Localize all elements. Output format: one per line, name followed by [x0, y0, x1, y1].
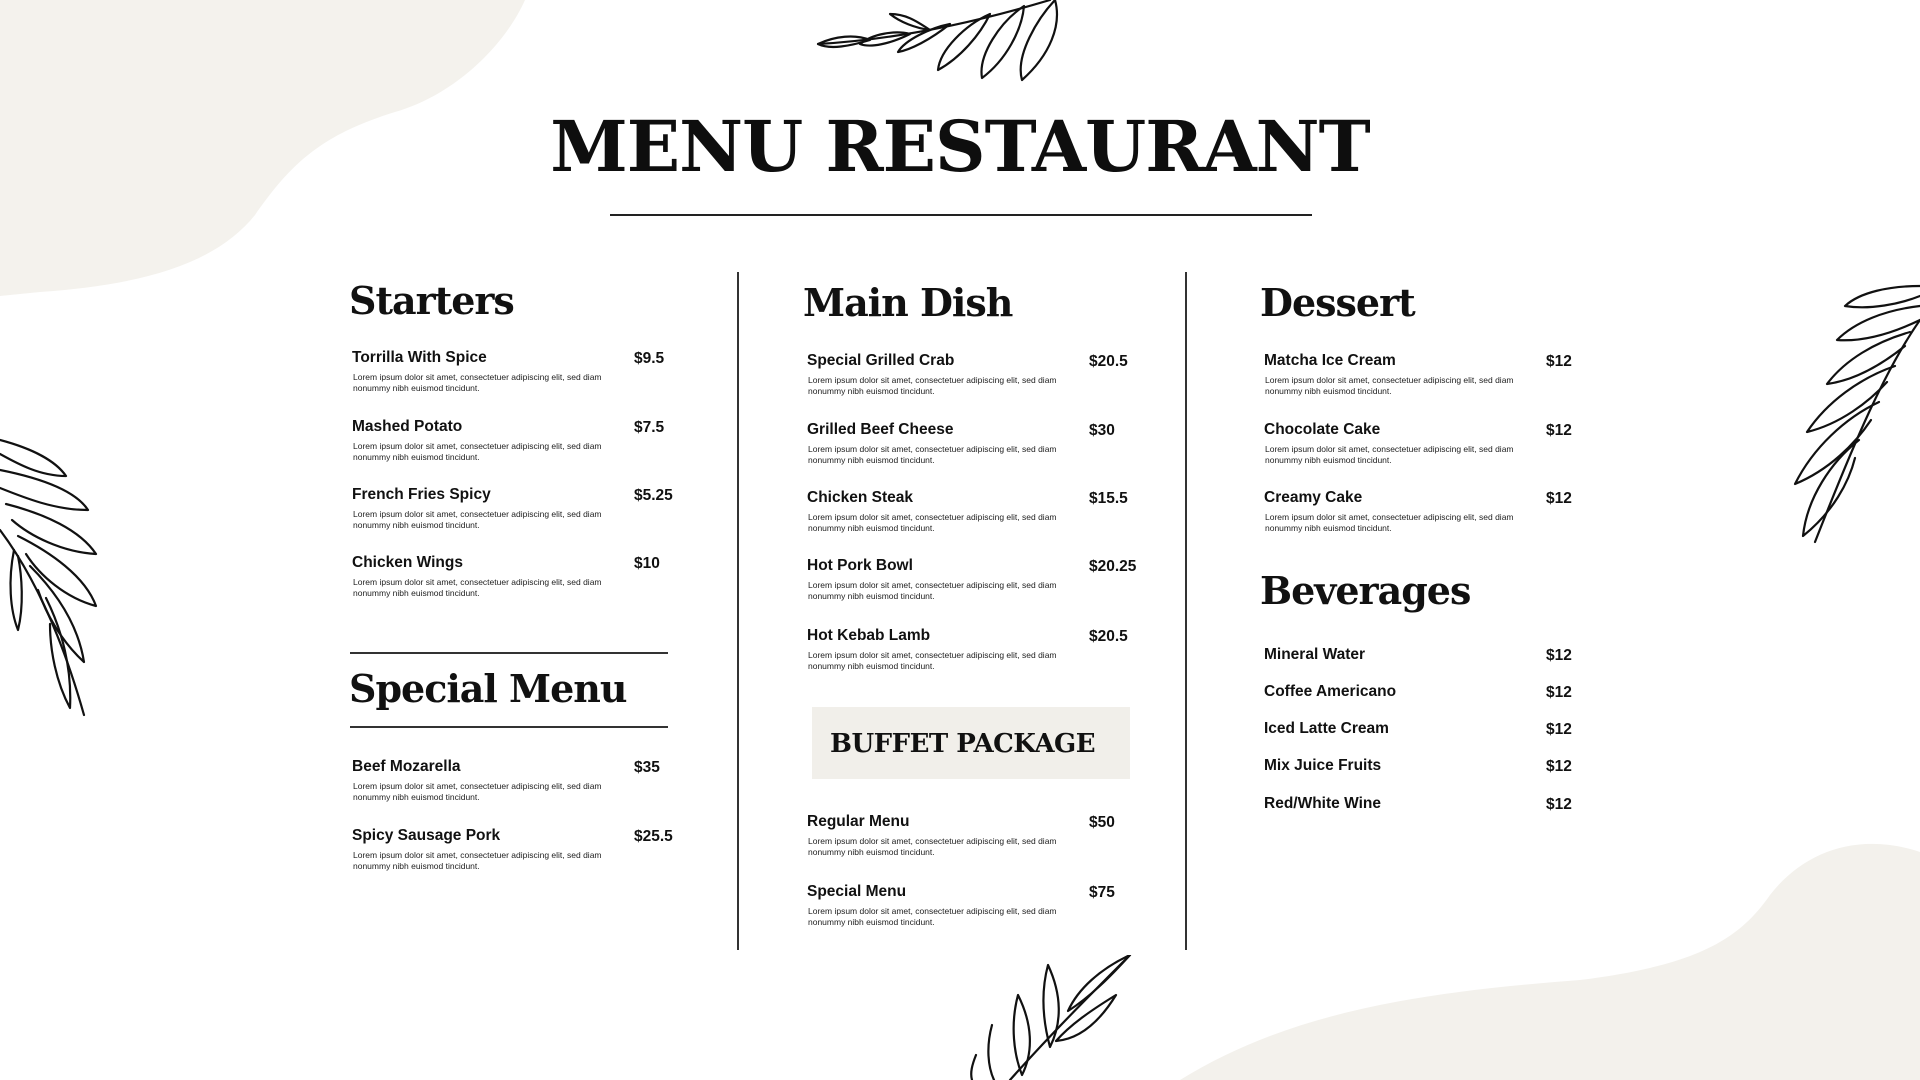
item-price: $12	[1546, 647, 1572, 664]
item-price: $9.5	[634, 350, 665, 367]
item-name: Iced Latte Cream	[1264, 720, 1389, 737]
item-description: Lorem ipsum dolor sit amet, consectetuer adipiscing elit, sed diam nonummy nibh euismod tincidunt.	[808, 512, 1057, 533]
section-title-starters: Starters	[349, 278, 514, 323]
palm-leaf-icon	[810, 0, 1080, 85]
item-price: $30	[1089, 422, 1115, 439]
item-name: Chocolate Cake	[1264, 421, 1381, 438]
item-name: Chicken Wings	[352, 554, 463, 571]
special-menu-rule-bottom	[350, 726, 668, 728]
item-name: Torrilla With Spice	[352, 349, 487, 366]
item-name: Beef Mozarella	[352, 758, 461, 775]
item-name: Coffee Americano	[1264, 683, 1397, 700]
item-description: Lorem ipsum dolor sit amet, consectetuer adipiscing elit, sed diam nonummy nibh euismod tincidunt.	[353, 372, 602, 393]
item-description: Lorem ipsum dolor sit amet, consectetuer adipiscing elit, sed diam nonummy nibh euismod tincidunt.	[808, 375, 1057, 396]
section-title-dessert: Dessert	[1260, 280, 1415, 325]
item-name: Chicken Steak	[807, 489, 913, 506]
item-price: $35	[634, 759, 660, 776]
item-price: $20.25	[1089, 558, 1137, 575]
item-name: Hot Pork Bowl	[807, 557, 913, 574]
item-description: Lorem ipsum dolor sit amet, consectetuer adipiscing elit, sed diam nonummy nibh euismod tincidunt.	[353, 850, 602, 871]
item-name: Spicy Sausage Pork	[352, 827, 501, 844]
item-description: Lorem ipsum dolor sit amet, consectetuer adipiscing elit, sed diam nonummy nibh euismod tincidunt.	[353, 577, 602, 598]
item-description: Lorem ipsum dolor sit amet, consectetuer adipiscing elit, sed diam nonummy nibh euismod tincidunt.	[808, 444, 1057, 465]
column-divider-left	[737, 272, 739, 950]
item-price: $20.5	[1089, 353, 1128, 370]
section-title-beverages: Beverages	[1260, 568, 1471, 613]
item-price: $75	[1089, 884, 1115, 901]
item-name: French Fries Spicy	[352, 486, 491, 503]
item-price: $15.5	[1089, 490, 1128, 507]
item-description: Lorem ipsum dolor sit amet, consectetuer adipiscing elit, sed diam nonummy nibh euismod tincidunt.	[808, 836, 1057, 857]
palm-leaf-icon	[1745, 280, 1920, 550]
buffet-package-title: BUFFET PACKAGE	[830, 729, 1096, 759]
page-title: MENU RESTAURANT	[550, 105, 1370, 188]
item-description: Lorem ipsum dolor sit amet, consectetuer adipiscing elit, sed diam nonummy nibh euismod tincidunt.	[808, 580, 1057, 601]
item-name: Grilled Beef Cheese	[807, 421, 954, 438]
item-name: Special Menu	[807, 883, 907, 900]
item-name: Hot Kebab Lamb	[807, 627, 931, 644]
item-description: Lorem ipsum dolor sit amet, consectetuer adipiscing elit, sed diam nonummy nibh euismod tincidunt.	[808, 650, 1057, 671]
item-price: $10	[634, 555, 660, 572]
item-description: Lorem ipsum dolor sit amet, consectetuer adipiscing elit, sed diam nonummy nibh euismod tincidunt.	[808, 906, 1057, 927]
item-price: $12	[1546, 721, 1572, 738]
item-description: Lorem ipsum dolor sit amet, consectetuer adipiscing elit, sed diam nonummy nibh euismod tincidunt.	[1265, 512, 1514, 533]
item-price: $12	[1546, 490, 1572, 507]
buffet-package-banner	[812, 707, 1130, 779]
item-price: $12	[1546, 758, 1572, 775]
item-description: Lorem ipsum dolor sit amet, consectetuer adipiscing elit, sed diam nonummy nibh euismod tincidunt.	[1265, 375, 1514, 396]
item-name: Matcha Ice Cream	[1264, 352, 1396, 369]
section-title-main-dish: Main Dish	[803, 280, 1013, 325]
special-menu-rule-top	[350, 652, 668, 654]
item-price: $12	[1546, 353, 1572, 370]
item-name: Red/White Wine	[1264, 795, 1381, 812]
item-price: $12	[1546, 796, 1572, 813]
item-name: Special Grilled Crab	[807, 352, 955, 369]
item-price: $7.5	[634, 419, 665, 436]
item-name: Mashed Potato	[352, 418, 463, 435]
palm-leaf-icon	[0, 430, 120, 720]
item-name: Mix Juice Fruits	[1264, 757, 1382, 774]
item-price: $12	[1546, 422, 1572, 439]
item-price: $50	[1089, 814, 1115, 831]
item-name: Regular Menu	[807, 813, 910, 830]
section-title-special-menu: Special Menu	[349, 666, 627, 711]
item-name: Creamy Cake	[1264, 489, 1363, 506]
bottom-right-blob	[1180, 844, 1920, 1080]
item-price: $12	[1546, 684, 1572, 701]
title-divider	[610, 214, 1312, 216]
item-description: Lorem ipsum dolor sit amet, consectetuer adipiscing elit, sed diam nonummy nibh euismod tincidunt.	[353, 509, 602, 530]
item-price: $25.5	[634, 828, 673, 845]
item-description: Lorem ipsum dolor sit amet, consectetuer adipiscing elit, sed diam nonummy nibh euismod tincidunt.	[1265, 444, 1514, 465]
column-divider-right	[1185, 272, 1187, 950]
item-description: Lorem ipsum dolor sit amet, consectetuer adipiscing elit, sed diam nonummy nibh euismod tincidunt.	[353, 441, 602, 462]
palm-leaf-icon	[940, 955, 1140, 1080]
item-description: Lorem ipsum dolor sit amet, consectetuer adipiscing elit, sed diam nonummy nibh euismod tincidunt.	[353, 781, 602, 802]
item-price: $20.5	[1089, 628, 1128, 645]
item-name: Mineral Water	[1264, 646, 1366, 663]
item-price: $5.25	[634, 487, 673, 504]
